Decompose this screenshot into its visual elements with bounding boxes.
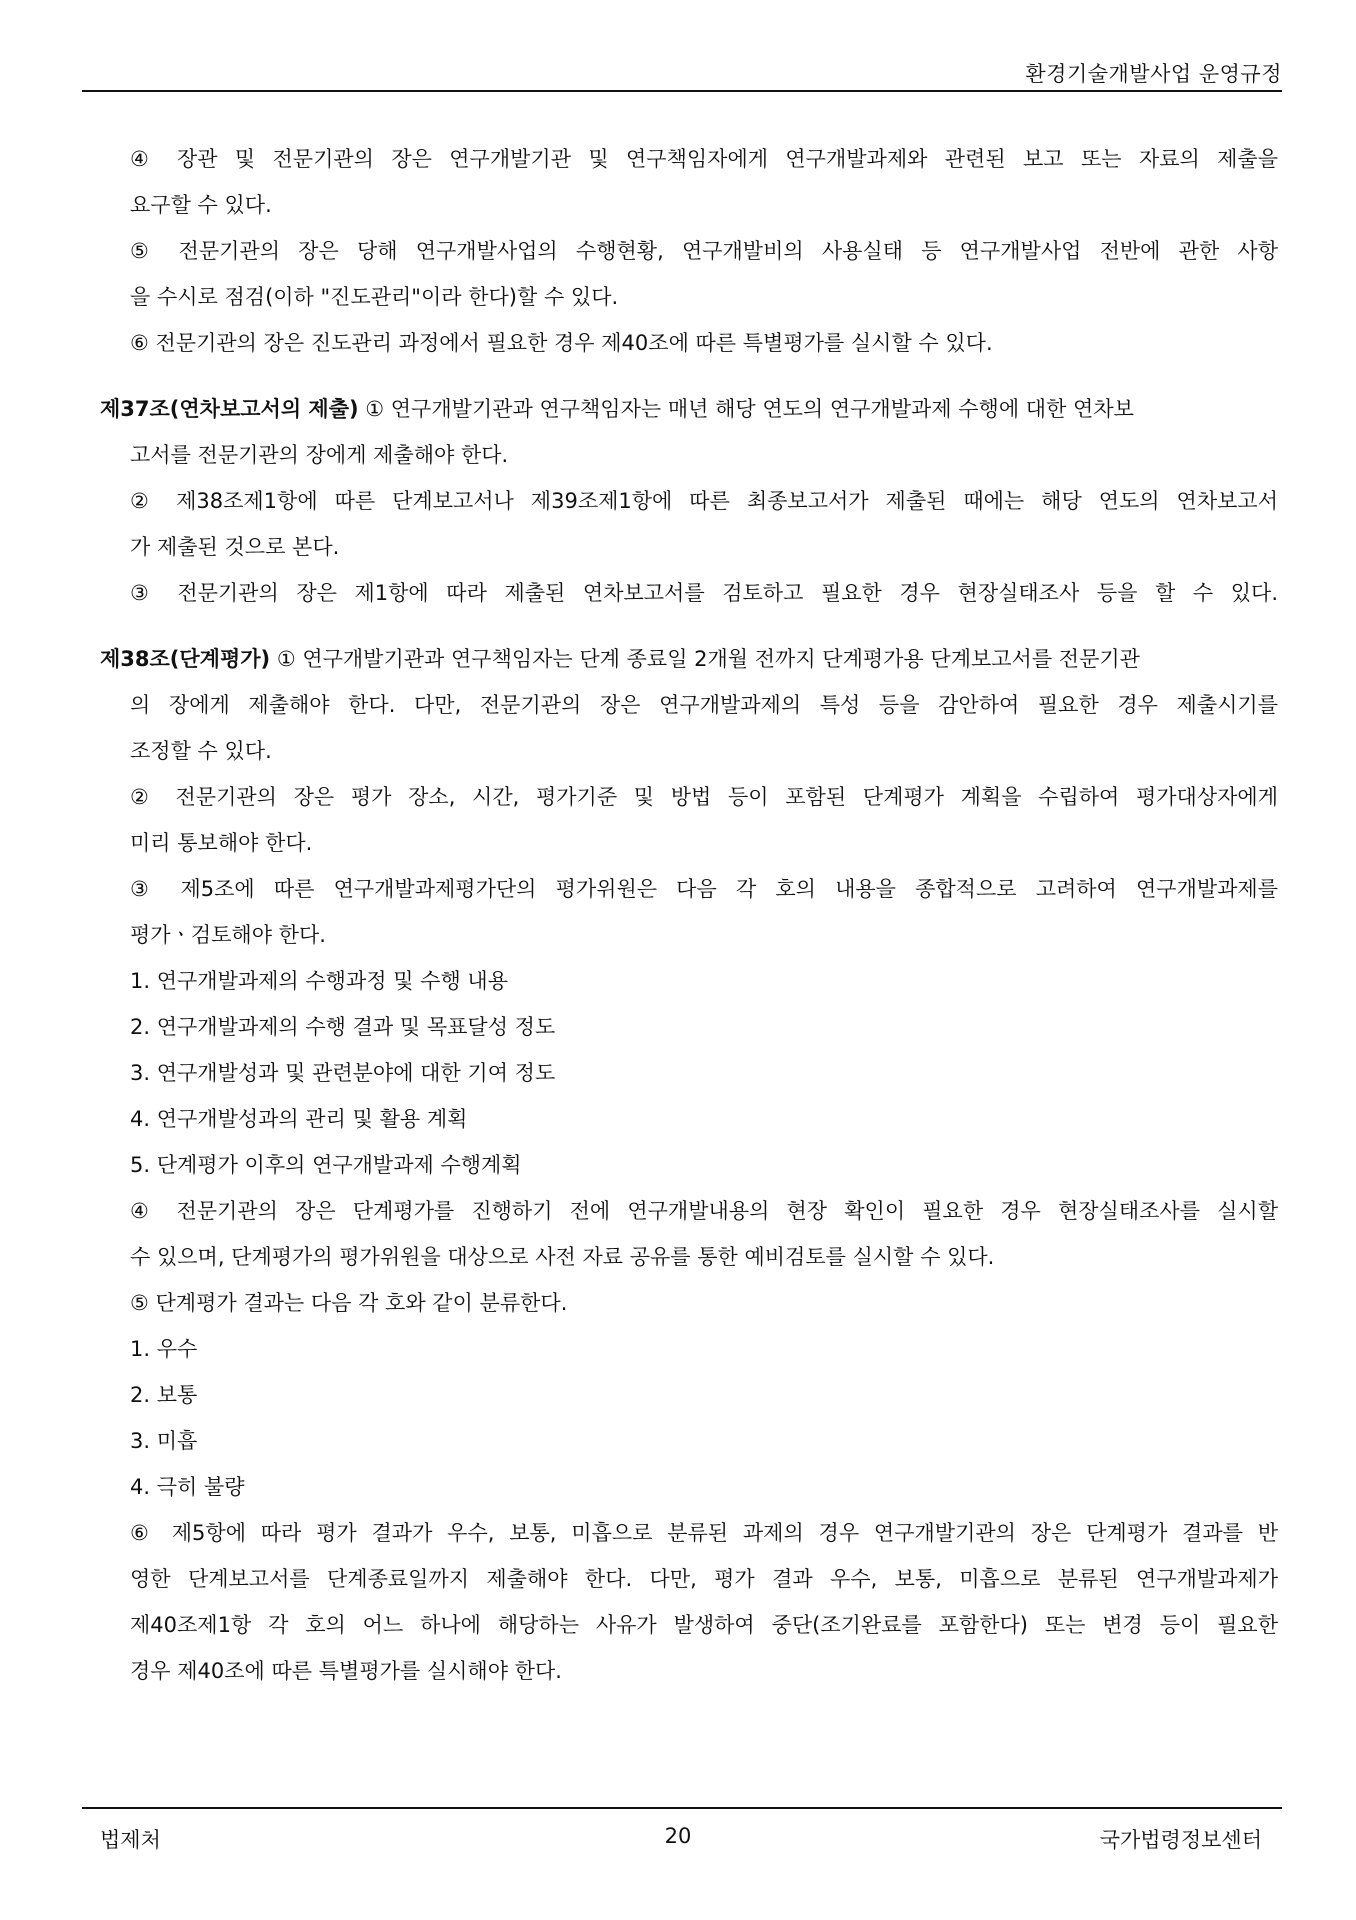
spacer <box>100 616 1278 636</box>
text-line: 영한 단계보고서를 단계종료일까지 제출해야 한다. 다만, 평가 결과 우수, 보통, 미흡으로 분류된 연구개발과제가 <box>130 1567 1278 1591</box>
article-38-title: 제38조(단계평가) <box>100 647 271 671</box>
text-line: 1. 우수 <box>130 1337 198 1361</box>
article-36-paragraphs <box>100 136 1278 366</box>
text-line: ② 전문기관의 장은 평가 장소, 시간, 평가기준 및 방법 등이 포함된 단계평가 계획을 수립하여 평가대상자에게 <box>130 785 1278 809</box>
text-line: 미리 통보해야 한다. <box>130 831 313 855</box>
text-line: 2. 연구개발과제의 수행 결과 및 목표달성 정도 <box>130 1015 556 1039</box>
text-line: ④ 장관 및 전문기관의 장은 연구개발기관 및 연구책임자에게 연구개발과제와 관련된 보고 또는 자료의 제출을 <box>130 147 1278 171</box>
text-line: 평가ㆍ검토해야 한다. <box>130 923 326 947</box>
text-line: 을 수시로 점검(이하 "진도관리"이라 한다)할 수 있다. <box>130 285 619 309</box>
text-line: ② 제38조제1항에 따른 단계보고서나 제39조제1항에 따른 최종보고서가 제출된 때에는 해당 연도의 연차보고서 <box>130 489 1278 513</box>
text-line: 조정할 수 있다. <box>130 739 272 763</box>
page-content <box>100 136 1278 1694</box>
text-line: ⑤ 전문기관의 장은 당해 연구개발사업의 수행현황, 연구개발비의 사용실태 등 연구개발사업 전반에 관한 사항 <box>130 239 1278 263</box>
text-line: 의 장에게 제출해야 한다. 다만, 전문기관의 장은 연구개발과제의 특성 등을 감안하여 필요한 경우 제출시기를 <box>130 693 1278 717</box>
text-line: 1. 연구개발과제의 수행과정 및 수행 내용 <box>130 969 508 993</box>
article-37-first-text: ① 연구개발기관과 연구책임자는 매년 해당 연도의 연구개발과제 수행에 대한 연차보 <box>358 397 1134 421</box>
article-38-first-text: ① 연구개발기관과 연구책임자는 단계 종료일 2개월 전까지 단계평가용 단계보고서를 전문기관 <box>270 647 1140 671</box>
text-line: 가 제출된 것으로 본다. <box>130 535 340 559</box>
text-line: ⑥ 제5항에 따라 평가 결과가 우수, 보통, 미흡으로 분류된 과제의 경우 연구개발기관의 장은 단계평가 결과를 반 <box>130 1521 1278 1545</box>
text-line: ④ 전문기관의 장은 단계평가를 진행하기 전에 연구개발내용의 현장 확인이 필요한 경우 현장실태조사를 실시할 <box>130 1199 1278 1223</box>
text-line: 고서를 전문기관의 장에게 제출해야 한다. <box>130 443 509 467</box>
text-line: ⑥ 전문기관의 장은 진도관리 과정에서 필요한 경우 제40조에 따른 특별평가를 실시할 수 있다. <box>130 331 993 355</box>
header-rule <box>82 90 1282 92</box>
text-line: 5. 단계평가 이후의 연구개발과제 수행계획 <box>130 1153 522 1177</box>
text-line: ③ 제5조에 따른 연구개발과제평가단의 평가위원은 다음 각 호의 내용을 종합적으로 고려하여 연구개발과제를 <box>130 877 1278 901</box>
article-37-paragraphs <box>100 432 1278 616</box>
text-line: 요구할 수 있다. <box>130 193 272 217</box>
text-line: 4. 극히 불량 <box>130 1475 245 1499</box>
text-line: 4. 연구개발성과의 관리 및 활용 계획 <box>130 1107 468 1131</box>
text-line: 3. 연구개발성과 및 관련분야에 대한 기여 정도 <box>130 1061 556 1085</box>
text-line: 2. 보통 <box>130 1383 198 1407</box>
article-37-title: 제37조(연차보고서의 제출) <box>100 397 359 421</box>
page-number: 20 <box>664 1824 692 1848</box>
text-line: ③ 전문기관의 장은 제1항에 따라 제출된 연차보고서를 검토하고 필요한 경우 현장실태조사 등을 할 수 있다. <box>130 581 1278 605</box>
text-line: 경우 제40조에 따른 특별평가를 실시해야 한다. <box>130 1659 562 1683</box>
footer-source: 국가법령정보센터 <box>1099 1828 1262 1852</box>
text-line: 수 있으며, 단계평가의 평가위원을 대상으로 사전 자료 공유를 통한 예비검토를 실시할 수 있다. <box>130 1245 995 1269</box>
page-header-title: 환경기술개발사업 운영규정 <box>1025 62 1282 86</box>
footer-rule <box>82 1807 1282 1809</box>
article-38-paragraphs <box>100 682 1278 1694</box>
article-37-heading-line <box>100 386 1278 432</box>
text-line: 3. 미흡 <box>130 1429 198 1453</box>
text-line: ⑤ 단계평가 결과는 다음 각 호와 같이 분류한다. <box>130 1291 568 1315</box>
spacer <box>100 366 1278 386</box>
footer-publisher: 법제처 <box>100 1828 161 1852</box>
article-38-heading-line <box>100 636 1278 682</box>
text-line: 제40조제1항 각 호의 어느 하나에 해당하는 사유가 발생하여 중단(조기완료를 포함한다) 또는 변경 등이 필요한 <box>130 1613 1278 1637</box>
